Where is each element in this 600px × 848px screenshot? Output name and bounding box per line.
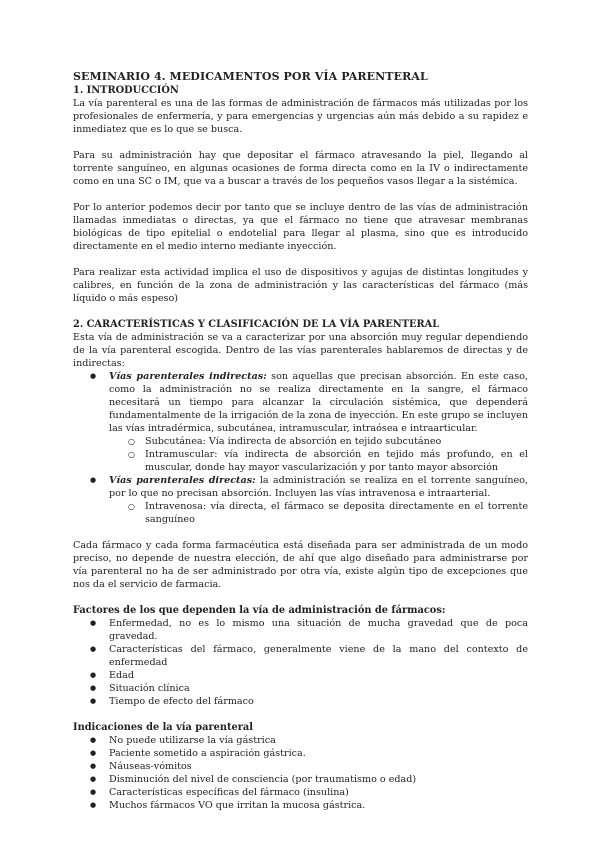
list-item: ● No puede utilizarse la vía gástrica [73,734,528,747]
intro-paragraph-4: Para realizar esta actividad implica el uso de dispositivos y agujas de distintas longitudes y calibres, en función de la zona de administración y las características del fármaco (más líquido o más espeso) [73,267,528,304]
section-heading-introduction: 1. INTRODUCCIÓN [73,85,179,96]
list-item: ● Situación clínica [73,682,528,695]
intro-paragraph-2: Para su administración hay que depositar el fármaco atravesando la piel, llegando al torrente sanguíneo, en algunas ocasiones de forma directa como en la IV o indirectamente como en una SC o IM, que va a buscar a través de los pequeños vasos llegar a la sistémica. [73,150,528,187]
term-indirect: Vías parenterales indirectas: [109,371,267,382]
direct-sublist [73,500,528,526]
text-indirect: son aquellas que precisan absorción. En este caso, como la administración no se realiza directamente en la sangre, el fármaco necesitará un tiempo para alcanzar la circulación sistémica, que dependerá fundamentalmente de la irrigación de la zona de inyección. En este grupo se incluyen las vías intradérmica, subcutánea, intramuscular, intraósea e intraarticular. [109,371,528,434]
list-item: ● Características específicas del fármaco (insulina) [73,786,528,799]
intro-paragraph-3: Por lo anterior podemos decir por tanto que se incluye dentro de las vías de administración llamadas inmediatas o directas, ya que el fármaco no tiene que atravesar membranas biológicas de tipo epitelial o endotelial para llegar al plasma, sino que es introducido directamente en el medio interno mediante inyección. [73,202,528,252]
list-item: ● Muchos fármacos VO que irritan la mucosa gástrica. [73,799,528,812]
list-item: ● Paciente sometido a aspiración gástrica. [73,747,528,760]
list-item: ○ Intravenosa: vía directa, el fármaco se deposita directamente en el torrente sanguíneo [73,500,528,526]
factors-heading: Factores de los que dependen la vía de administración de fármacos: [73,605,446,616]
section-heading-characteristics: 2. CARACTERÍSTICAS Y CLASIFICACIÓN DE LA VÍA PARENTERAL [73,319,440,330]
list-item-direct [73,474,528,526]
list-item: ○ Subcutánea: Vía indirecta de absorción en tejido subcutáneo [73,435,528,448]
route-types-list [73,370,528,526]
term-direct: Vías parenterales directas: [109,475,256,486]
indications-heading: Indicaciones de la vía parenteral [73,722,253,733]
document-page [73,70,528,812]
list-item: ○ Intramuscular: vía indirecta de absorción en tejido más profundo, en el muscular, donde hay mayor vascularización y por tanto mayor absorción [73,448,528,474]
list-item: ● Edad [73,669,528,682]
factors-list [73,617,528,708]
characteristics-paragraph: Cada fármaco y cada forma farmacéutica está diseñada para ser administrada de un modo preciso, no depende de nuestra elección, de ahí que algo diseñado para administrarse por vía parenteral no ha de ser administrado por otra vía, existe algún tipo de excepciones que nos da el servicio de farmacia. [73,540,528,590]
intro-paragraph-1: La vía parenteral es una de las formas de administración de fármacos más utilizadas por los profesionales de enfermería, y para emergencias y urgencias aún más debido a su rapidez e inmediatez que es lo que se busca. [73,98,528,135]
indirect-sublist [73,435,528,474]
list-item: ● Tiempo de efecto del fármaco [73,695,528,708]
text-direct: la administración se realiza en el torrente sanguíneo, por lo que no precisan absorción. Incluyen las vías intravenosa e intraarterial. [109,475,529,499]
document-title: SEMINARIO 4. MEDICAMENTOS POR VÍA PARENTERAL [73,70,428,83]
list-item: ● Enfermedad, no es lo mismo una situación de mucha gravedad que de poca gravedad. [73,617,528,643]
list-item-indirect [73,370,528,474]
list-item: ● Disminución del nivel de consciencia (por traumatismo o edad) [73,773,528,786]
list-item: ● Náuseas-vómitos [73,760,528,773]
characteristics-intro: Esta vía de administración se va a caracterizar por una absorción muy regular dependiendo de la vía parenteral escogida. Dentro de las vías parenterales hablaremos de directas y de indirectas: [73,332,528,369]
list-item: ● Características del fármaco, generalmente viene de la mano del contexto de enfermedad [73,643,528,669]
indications-list [73,734,528,812]
